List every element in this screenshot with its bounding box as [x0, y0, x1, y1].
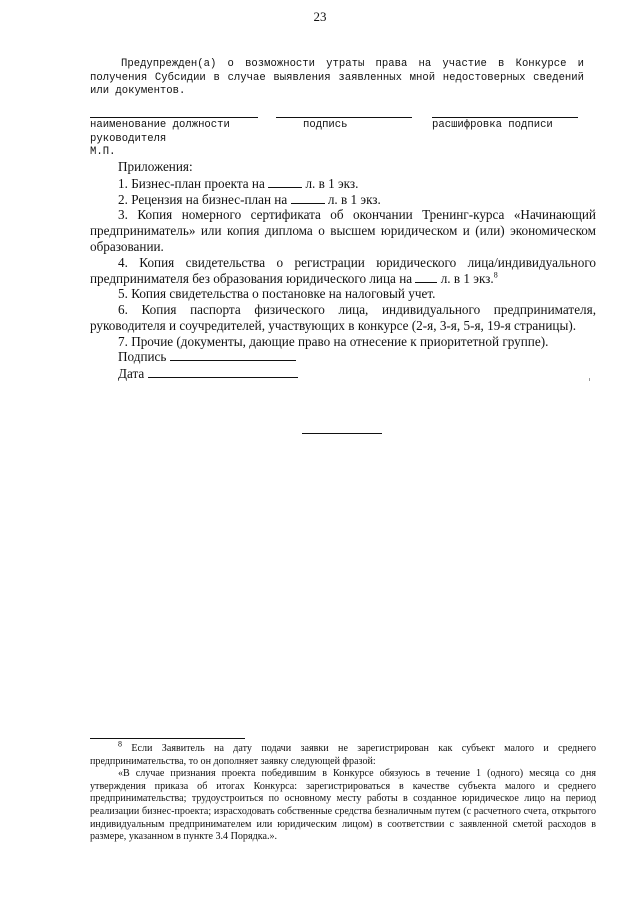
attachment-item-2 [90, 192, 596, 208]
position-label: наименование должности руководителя [90, 119, 230, 145]
attachment-2-blank [291, 192, 325, 204]
signature-blank [170, 349, 296, 361]
signature-label: подпись [303, 119, 348, 131]
attachment-4-text: 4. Копия свидетельства о регистрации юридического лица/индивидуального предпринимателя без образования юридического лица на [90, 254, 596, 286]
warning-text: Предупрежден(а) о возможности утраты права на участие в Конкурсе и получения Субсидии в случае выявления заявленных мной недостоверных сведений или документов. [90, 58, 584, 97]
attachment-item-7: 7. Прочие (документы, дающие право на отнесение к приоритетной группе). [118, 333, 549, 349]
attachment-4-suffix: л. в 1 экз. [440, 270, 494, 286]
attachment-item-5: 5. Копия свидетельства о постановке на налоговый учет. [118, 286, 436, 302]
attachment-item-6: 6. Копия паспорта физического лица, индивидуального предпринимателя, руководителя и соучредителей, участвующих в конкурсе (2-я, 3-я, 5-я, 19-я страницы). [90, 302, 596, 333]
date-blank [148, 366, 298, 378]
section-separator [302, 433, 382, 434]
footnote-text-1: Если Заявитель на дату подачи заявки не зарегистрирован как субъект малого и среднего предпринимательства, то он дополняет заявку следующей фразой: [90, 743, 596, 767]
page-number: 23 [313, 9, 327, 24]
date-label: Дата [118, 366, 145, 381]
attachment-item-3: 3. Копия номерного сертификата об окончании Тренинг-курса «Начинающий предприниматель» или копия диплома о высшем юридическом и (или) экономическом образовании. [90, 207, 596, 254]
footnote-reference: 8 [493, 270, 498, 280]
footnote-paragraph-2: «В случае признания проекта победившим в Конкурсе обязуюсь в течение 1 (одного) месяца со дня утверждения приказа об итогах Конкурса: зарегистрироваться в качестве субъекта малого и среднего предпринимательства; трудоустроиться по основному месту работы в созданное юридическое лицо на период реализации бизнес-проекта; израсходовать собственные средства безналичным путем (с расчетного счета, открытого индивидуальным предпринимателем или юридическим лицом) в соответствии с заявленной сметой расходов в размере, указанном в пункте 3.4 Порядка.». [90, 768, 596, 843]
signature-line [276, 117, 412, 118]
signature-block [118, 348, 298, 382]
attachments-section [90, 159, 596, 350]
attachment-1-blank [268, 176, 302, 188]
signature-block-label: Подпись [118, 349, 167, 364]
attachment-4-blank [415, 271, 437, 283]
attachment-2-text: 2. Рецензия на бизнес-план на [118, 191, 288, 207]
attachment-1-text: 1. Бизнес-план проекта на [118, 175, 265, 191]
stamp-label: М.П. [90, 146, 116, 158]
footnote [90, 739, 596, 844]
scan-mark [589, 378, 590, 381]
decoding-line [432, 117, 578, 118]
signature-row [118, 348, 298, 365]
footnote-separator [90, 738, 245, 739]
decoding-label: расшифровка подписи [432, 119, 553, 131]
warning-statement [90, 58, 584, 99]
attachments-heading: Приложения: [118, 159, 193, 174]
footnote-marker: 8 [118, 739, 122, 749]
attachment-item-4 [90, 255, 596, 287]
position-line [90, 117, 258, 118]
attachment-2-suffix: л. в 1 экз. [327, 191, 381, 207]
attachment-1-suffix: л. в 1 экз. [305, 175, 359, 191]
date-row [118, 365, 298, 382]
attachment-item-1 [90, 176, 596, 192]
footnote-paragraph-1 [90, 739, 596, 768]
